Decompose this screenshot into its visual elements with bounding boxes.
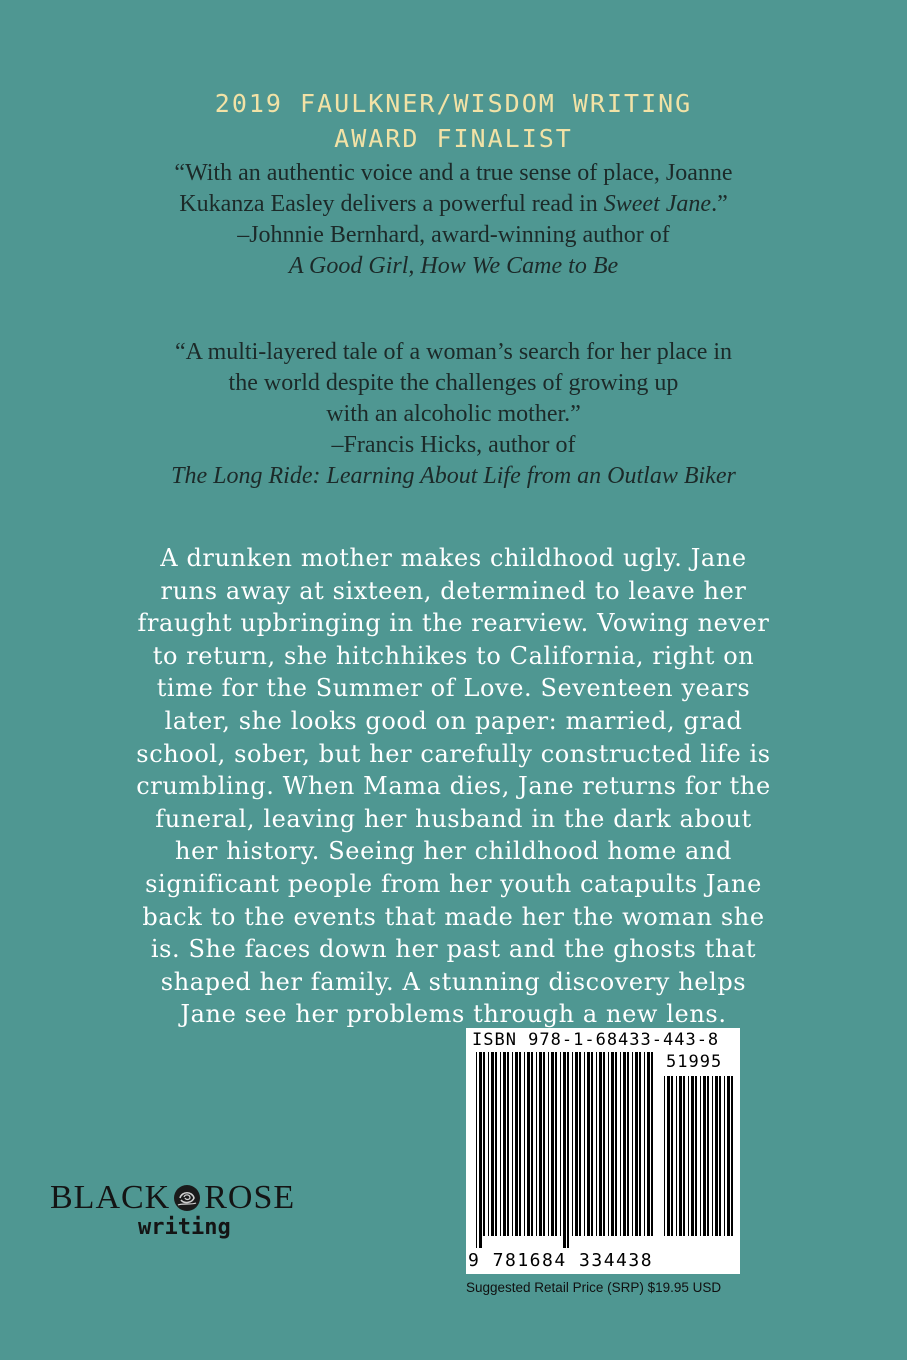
barcode-bar	[495, 1052, 497, 1236]
review-quote-1	[60, 158, 847, 282]
price-addon-barcode	[664, 1076, 734, 1248]
book-blurb	[70, 542, 837, 1031]
blurb-line: runs away at sixteen, determined to leave her	[160, 576, 747, 605]
barcode-bar	[623, 1052, 626, 1236]
barcode-bar	[603, 1052, 605, 1236]
blurb-line: shaped her family. A stunning discovery helps	[160, 967, 747, 996]
barcode-bar	[683, 1076, 685, 1236]
barcode-bar	[539, 1052, 542, 1236]
barcode-bar	[515, 1052, 518, 1236]
barcode-bar	[632, 1052, 633, 1236]
barcode-bar	[639, 1052, 641, 1236]
barcode-bar	[664, 1076, 665, 1236]
barcode-bar	[572, 1052, 573, 1236]
barcode-bar	[671, 1076, 673, 1236]
blurb-line: time for the Summer of Love. Seventeen years	[156, 674, 751, 703]
publisher-word-rose: ROSE	[204, 1179, 296, 1216]
barcode-bar	[599, 1052, 602, 1236]
barcode-bar	[647, 1052, 650, 1236]
blurb-line: crumbling. When Mama dies, Jane returns for the	[136, 772, 771, 801]
barcode-bar	[715, 1076, 718, 1236]
quote-1-book-title: Sweet Jane	[603, 191, 712, 217]
barcode-bar	[567, 1052, 569, 1248]
barcode-bar	[512, 1052, 513, 1236]
publisher-logo	[50, 1179, 296, 1240]
barcode-bar	[555, 1052, 557, 1236]
barcode-bar	[476, 1052, 477, 1248]
barcode-bar	[712, 1076, 713, 1236]
quote-2-attribution: –Francis Hicks, author of	[331, 432, 576, 458]
quote-2-line-3: with an alcoholic mother.”	[326, 401, 581, 427]
barcode-bar	[543, 1052, 545, 1236]
quote-1-close: .”	[711, 191, 728, 217]
barcode-bar	[503, 1052, 506, 1236]
isbn-label: ISBN 978-1-68433-443-8	[472, 1030, 720, 1050]
barcode-bar	[724, 1076, 725, 1236]
barcode-bar	[524, 1052, 525, 1236]
barcode-bar	[691, 1076, 694, 1236]
quote-2-line-1: “A multi-layered tale of a woman’s search for her place in	[174, 339, 733, 365]
quote-1-line-1: “With an authentic voice and a true sense of place, Joanne	[174, 160, 733, 186]
barcode-bar	[527, 1052, 530, 1236]
barcode-bar	[620, 1052, 621, 1236]
blurb-line: Jane see her problems through a new lens.	[180, 1000, 727, 1029]
publisher-word-black: BLACK	[50, 1179, 171, 1216]
barcode-bar	[676, 1076, 677, 1236]
blurb-line: her history. Seeing her childhood home and	[175, 837, 732, 866]
barcode-bar	[727, 1076, 730, 1236]
publisher-word-writing: writing	[138, 1215, 231, 1240]
rose-icon	[172, 1183, 202, 1213]
barcode-bar	[700, 1076, 701, 1236]
blurb-line: back to the events that made her the woman she	[142, 902, 765, 931]
barcode-bar	[627, 1052, 629, 1236]
barcode-bar	[579, 1052, 581, 1236]
award-line-1: 2019 FAULKNER/WISDOM WRITING	[214, 89, 693, 118]
barcode-bar	[695, 1076, 697, 1236]
barcode-bar	[560, 1052, 561, 1236]
retail-price: Suggested Retail Price (SRP) $19.95 USD	[466, 1280, 722, 1295]
quote-2-line-2: the world despite the challenges of growing up	[228, 370, 679, 396]
barcode-bar	[531, 1052, 533, 1236]
review-quote-2	[60, 337, 847, 492]
barcode-bar	[479, 1052, 482, 1248]
barcode-bar	[719, 1076, 721, 1236]
barcode-bar	[488, 1052, 489, 1236]
blurb-line: school, sober, but her carefully constructed life is	[136, 739, 771, 768]
award-banner	[0, 86, 907, 156]
price-code-label: 51995	[666, 1052, 723, 1072]
barcode-bar	[707, 1076, 709, 1236]
blurb-line: is. She faces down her past and the ghosts that	[150, 935, 757, 964]
barcode-bar	[563, 1052, 566, 1248]
barcode-bar	[507, 1052, 509, 1236]
barcode-bar	[519, 1052, 521, 1236]
barcode-bar	[575, 1052, 578, 1236]
barcode-bar	[500, 1052, 501, 1236]
barcode-bar	[615, 1052, 617, 1236]
barcode-bar	[644, 1052, 645, 1236]
blurb-line: fraught upbringing in the rearview. Vowing never	[137, 609, 770, 638]
barcode-bar	[731, 1076, 733, 1236]
blurb-line: A drunken mother makes childhood ugly. Jane	[160, 544, 747, 572]
barcode-bar	[548, 1052, 549, 1236]
blurb-line: to return, she hitchhikes to California, right on	[152, 641, 755, 670]
barcode-bar	[679, 1076, 682, 1236]
barcode-bar	[551, 1052, 554, 1236]
barcode-bar	[608, 1052, 609, 1236]
barcode-bar	[703, 1076, 706, 1236]
barcode-bar	[587, 1052, 590, 1236]
quote-1-line-2	[60, 189, 847, 220]
blurb-line: significant people from her youth catapults Jane	[145, 869, 762, 898]
barcode-panel	[466, 1028, 740, 1274]
barcode-bar	[536, 1052, 537, 1236]
barcode-bar	[483, 1052, 485, 1236]
quote-1-books: A Good Girl, How We Came to Be	[288, 253, 619, 279]
barcode-bar	[611, 1052, 614, 1236]
quote-2-book: The Long Ride: Learning About Life from an Outlaw Biker	[171, 463, 736, 489]
barcode-bar	[667, 1076, 670, 1236]
quote-1-text: Kukanza Easley delivers a powerful read in	[179, 191, 604, 217]
barcode-bar	[591, 1052, 593, 1236]
barcode-bar	[651, 1052, 653, 1236]
award-line-2: AWARD FINALIST	[334, 124, 573, 153]
barcode-bar	[635, 1052, 638, 1236]
barcode-bar	[688, 1076, 689, 1236]
barcode-bar	[596, 1052, 597, 1236]
blurb-line: later, she looks good on paper: married, grad	[164, 706, 743, 735]
barcode-bar	[584, 1052, 585, 1236]
quote-1-attribution: –Johnnie Bernhard, award-winning author of	[237, 222, 670, 248]
isbn-barcode	[476, 1052, 656, 1248]
blurb-line: funeral, leaving her husband in the dark about	[155, 804, 752, 833]
publisher-logo-top	[50, 1179, 296, 1216]
barcode-bar	[491, 1052, 494, 1236]
ean-digits: 9 781684 334438	[468, 1250, 654, 1271]
